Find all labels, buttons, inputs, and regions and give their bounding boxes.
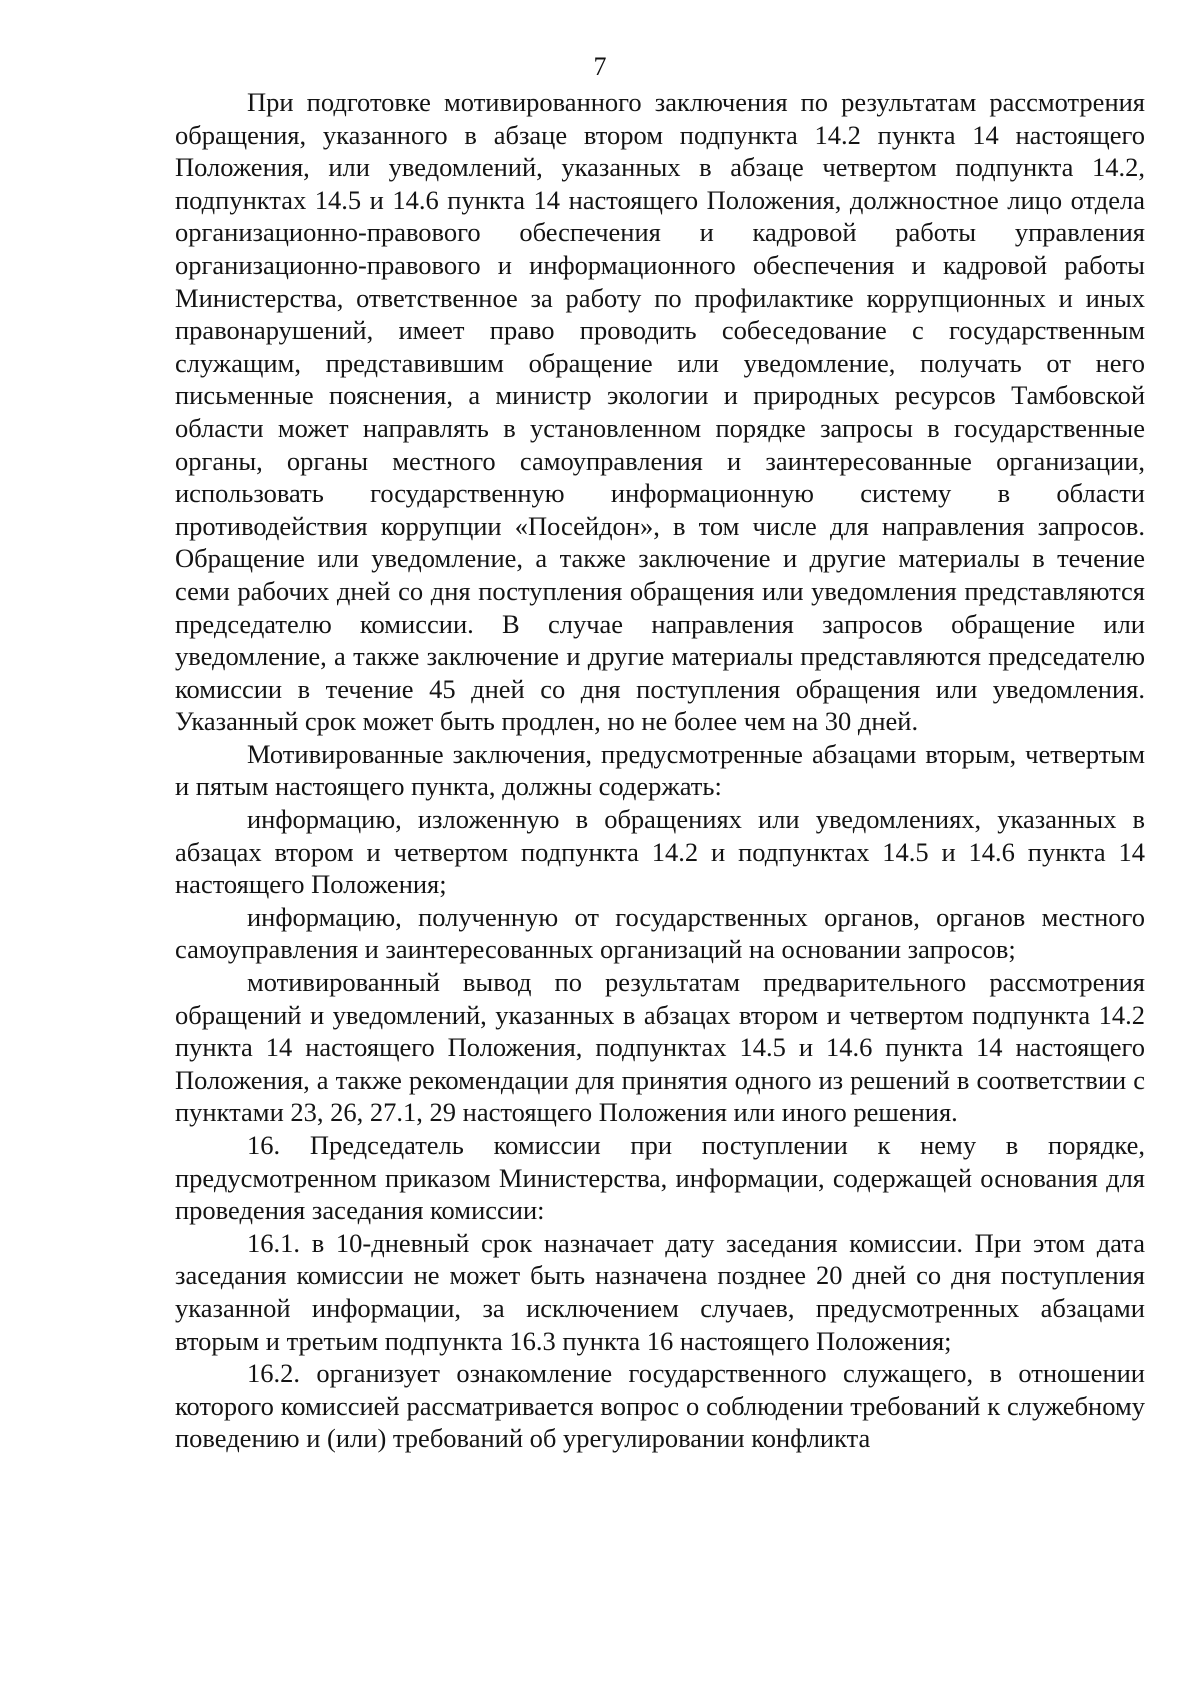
paragraph-section-16: 16. Председатель комиссии при поступлении к нему в порядке, предусмотренном приказом Министерства, информации, содержащей основания для проведения заседания комиссии: — [175, 1130, 1145, 1226]
paragraph-section-16-2: 16.2. организует ознакомление государственного служащего, в отношении которого комиссией рассматривается вопрос о соблюдении требований к служебному поведению и (или) требований об урегулировании конфликта — [175, 1358, 1145, 1454]
paragraph-conclusions-content-intro: Мотивированные заключения, предусмотренные абзацами вторым, четвертым и пятым настоящего пункта, должны содержать: — [175, 738, 1145, 802]
paragraph-section-16-1: 16.1. в 10-дневный срок назначает дату заседания комиссии. При этом дата заседания комиссии не может быть назначена позднее 20 дней со дня поступления указанной информации, за исключением случаев, предусмотренных абзацами вторым и третьим подпункта 16.3 пункта 16 настоящего Положения; — [175, 1227, 1145, 1356]
paragraph-information-from-organs: информацию, полученную от государственных органов, органов местного самоуправления и заинтересованных организаций на основании запросов; — [175, 901, 1145, 965]
document-body — [175, 86, 1145, 1455]
paragraph-motivated-conclusion-preparation: При подготовке мотивированного заключения по результатам рассмотрения обращения, указанного в абзаце втором подпункта 14.2 пункта 14 настоящего Положения, или уведомлений, указанных в абзаце четвертом подпункта 14.2, подпунктах 14.5 и 14.6 пункта 14 настоящего Положения, должностное лицо отдела организационно-правового обеспечения и кадровой работы управления организационно-правового и информационного обеспечения и кадровой работы Министерства, ответственное за работу по профилактике коррупционных и иных правонарушений, имеет право проводить собеседование с государственным служащим, представившим обращение или уведомление, получать от него письменные пояснения, а министр экологии и природных ресурсов Тамбовской области может направлять в установленном порядке запросы в государственные органы, органы местного самоуправления и заинтересованные организации, использовать государственную информационную систему в области противодействия коррупции «Посейдон», в том числе для направления запросов. Обращение или уведомление, а также заключение и другие материалы в течение семи рабочих дней со дня поступления обращения или уведомления представляются председателю комиссии. В случае направления запросов обращение или уведомление, а также заключение и другие материалы представляются председателю комиссии в течение 45 дней со дня поступления обращения или уведомления. Указанный срок может быть продлен, но не более чем на 30 дней. — [175, 87, 1145, 737]
paragraph-information-from-notices: информацию, изложенную в обращениях или уведомлениях, указанных в абзацах втором и четвертом подпункта 14.2 и подпунктах 14.5 и 14.6 пункта 14 настоящего Положения; — [175, 804, 1145, 900]
page-number: 7 — [593, 52, 607, 81]
paragraph-motivated-conclusion: мотивированный вывод по результатам предварительного рассмотрения обращений и уведомлений, указанных в абзацах втором и четвертом подпункта 14.2 пункта 14 настоящего Положения, подпунктах 14.5 и 14.6 пункта 14 настоящего Положения, а также рекомендации для принятия одного из решений в соответствии с пунктами 23, 26, 27.1, 29 настоящего Положения или иного решения. — [175, 967, 1145, 1128]
